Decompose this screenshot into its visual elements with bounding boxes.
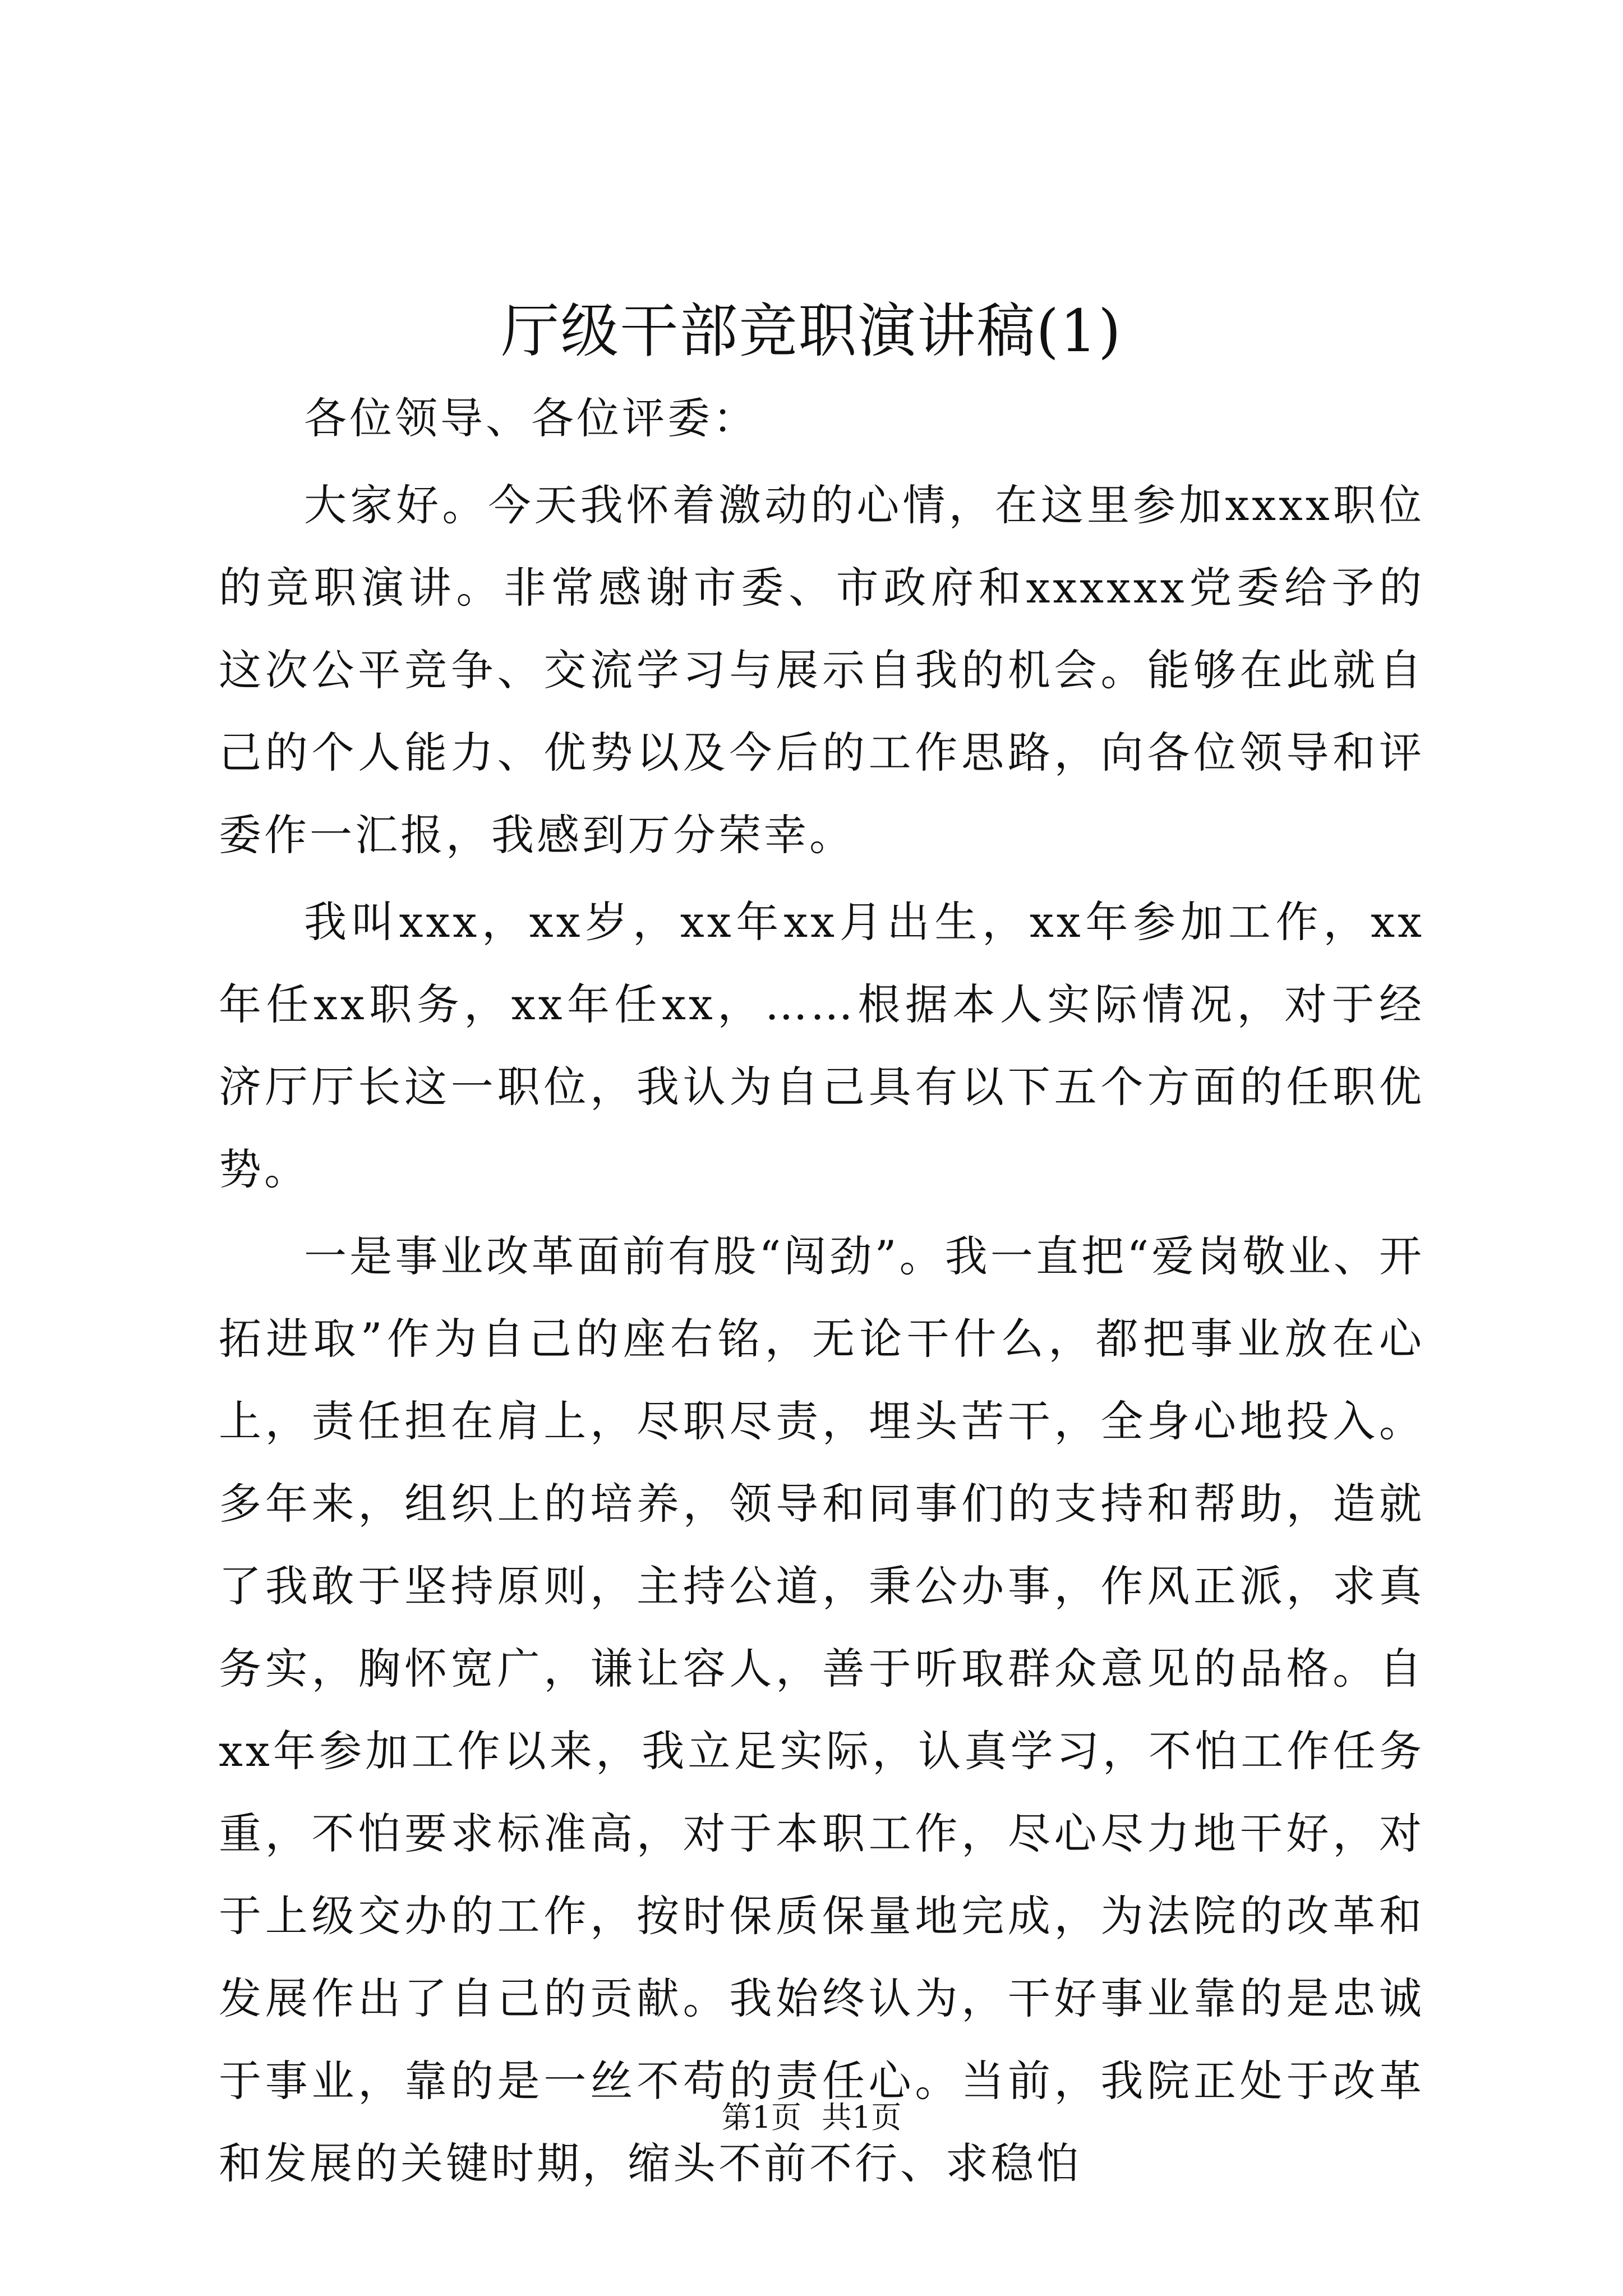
document-title: 厅级干部竞职演讲稿(1) (501, 297, 1122, 365)
page-total: 共1页 (822, 2100, 902, 2135)
advantage-one-paragraph: 一是事业改革面前有股“闯劲”。我一直把“爱岗敬业、开拓进取”作为自己的座右铭，无论干什么，都把事业放在心上，责任担在肩上，尽职尽责，埋头苦干，全身心地投入。多年来，组织上的培养，领导和同事们的支持和帮助，造就了我敢于坚持原则，主持公道，秉公办事，作风正派，求真务实，胸怀宽广，谦让容人，善于听取群众意见的品格。自xx年参加工作以来，我立足实际，认真学习，不怕工作任务重，不怕要求标准高，对于本职工作，尽心尽力地干好，对于上级交办的工作，按时保质保量地完成，为法院的改革和发展作出了自己的贡献。我始终认为，干好事业靠的是忠诚于事业，靠的是一丝不苟的责任心。当前，我院正处于改革和发展的关键时期，缩头不前不行、求稳怕 (219, 1231, 1424, 2188)
page-number: 第1页 (721, 2100, 801, 2135)
page-footer (0, 2095, 1623, 2140)
document-body (219, 377, 1424, 2205)
salutation-paragraph: 各位领导、各位评委： (304, 393, 758, 443)
self-introduction-paragraph: 我叫xxx，xx岁，xx年xx月出生，xx年参加工作，xx年任xx职务，xx年任xx，……根据本人实际情况，对于经济厅厅长这一职位，我认为自己具有以下五个方面的任职优势。 (219, 897, 1424, 1194)
greeting-paragraph: 大家好。今天我怀着激动的心情，在这里参加xxxx职位的竞职演讲。非常感谢市委、市政府和xxxxxx党委给予的这次公平竞争、交流学习与展示自我的机会。能够在此就自己的个人能力、优势以及今后的工作思路，向各位领导和评委作一汇报，我感到万分荣幸。 (219, 480, 1424, 860)
